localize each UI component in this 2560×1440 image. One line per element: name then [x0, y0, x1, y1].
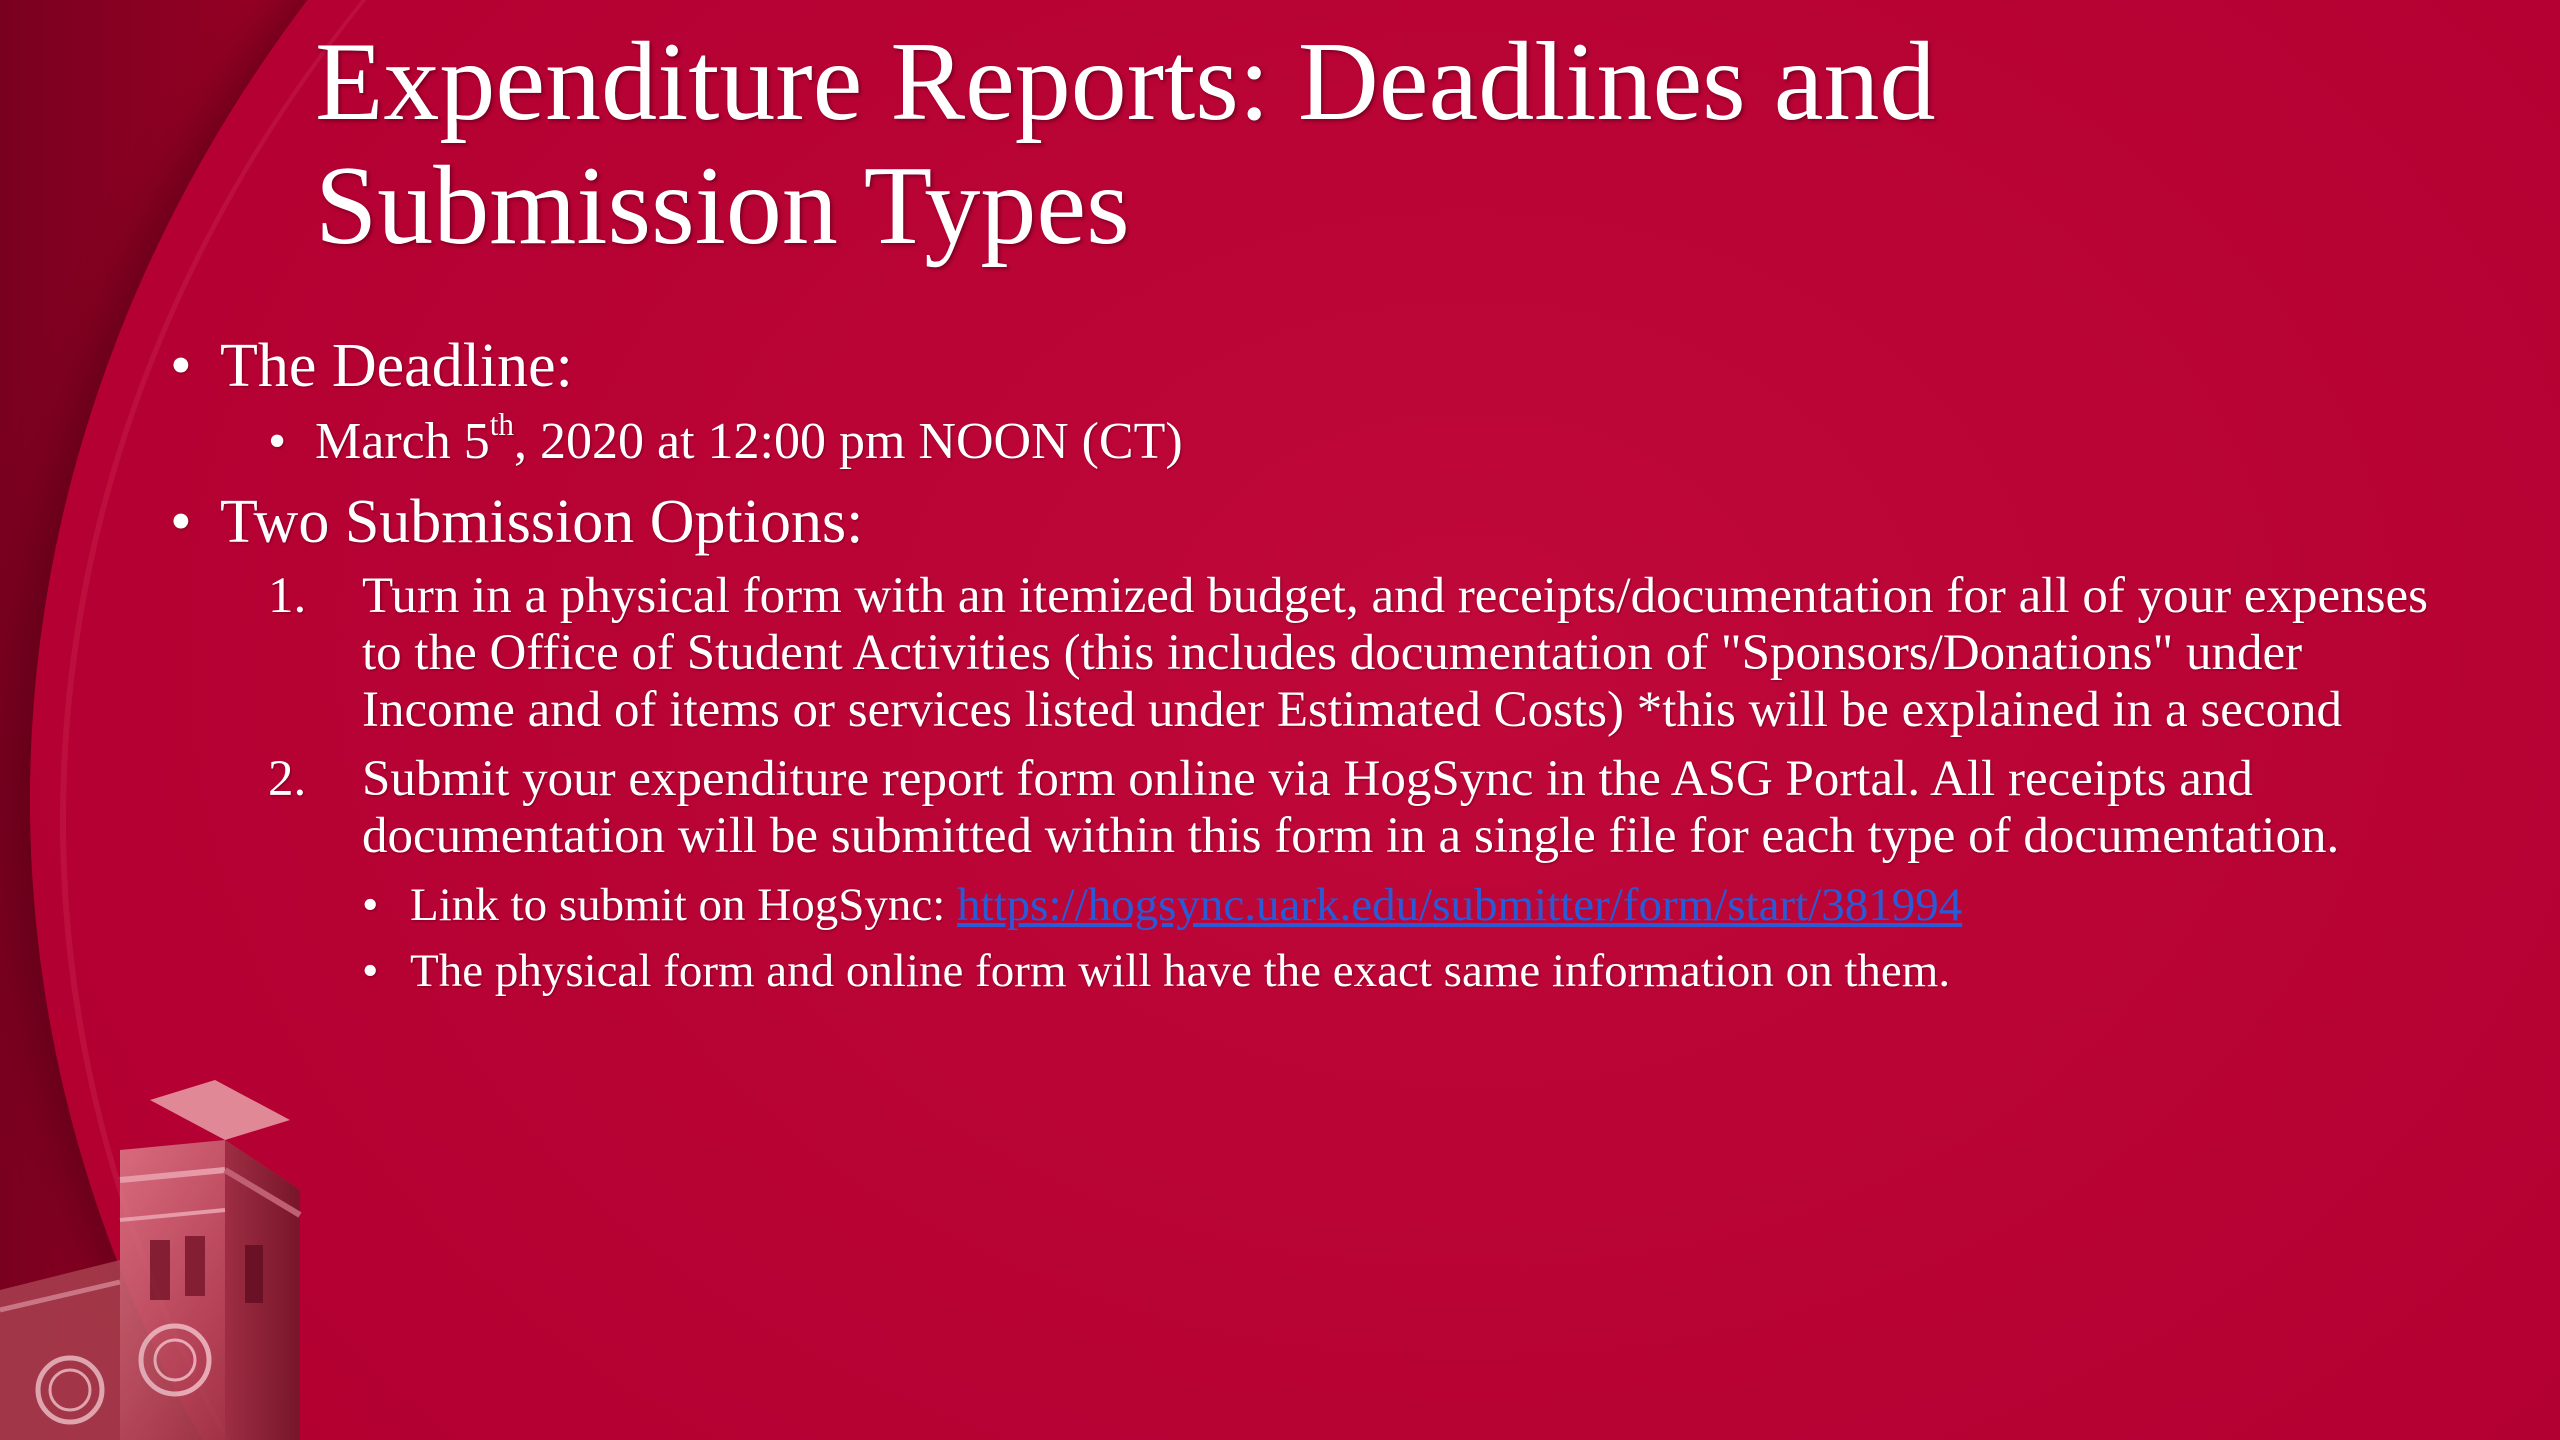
deadline-date-prefix: March 5: [315, 413, 490, 470]
same-information-note: The physical form and online form will have the exact same information on them.: [410, 945, 1951, 997]
deadline-date-superscript: th: [489, 407, 514, 442]
bullet-deadline: [170, 330, 2460, 402]
bullet-marker: •: [170, 488, 192, 556]
hogsync-link-item: [170, 877, 2460, 933]
bullet-marker: •: [268, 413, 287, 470]
bullet-submission-options: [170, 486, 2460, 558]
deadline-date-suffix: , 2020 at 12:00 pm NOON (CT): [513, 413, 1183, 470]
hogsync-link[interactable]: https://hogsync.uark.edu/submitter/form/start/381994: [957, 879, 1963, 931]
slide-title: Expenditure Reports: Deadlines and Submission Types: [315, 20, 1936, 268]
option-number: 1.: [268, 568, 307, 624]
option-text: Turn in a physical form with an itemized budget, and receipts/documentation for all of your expenses to the Office of Student Activities (this includes documentation of "Sponsors/Donations" under Income and of items or services listed under Estimated Costs) *this will be explained in a second: [362, 568, 2428, 738]
option-text: Submit your expenditure report form online via HogSync in the ASG Portal. All receipts and documentation will be submitted within this form in a single file for each type of documentation.: [362, 751, 2340, 864]
bullet-marker: •: [362, 879, 379, 931]
option-item-2: [170, 751, 2460, 865]
bullet-marker: •: [170, 332, 192, 400]
same-information-note-item: [170, 943, 2460, 999]
building-tower-image: [0, 1060, 520, 1440]
deadline-date-item: [170, 407, 2460, 472]
option-number: 2.: [268, 751, 307, 807]
bullet-marker: •: [362, 945, 379, 997]
submission-options-heading: Two Submission Options:: [220, 488, 864, 556]
hogsync-link-label: Link to submit on HogSync:: [410, 879, 958, 931]
deadline-heading: The Deadline:: [220, 332, 573, 400]
slide-content: [170, 330, 2460, 1009]
option-item-1: [170, 568, 2460, 739]
